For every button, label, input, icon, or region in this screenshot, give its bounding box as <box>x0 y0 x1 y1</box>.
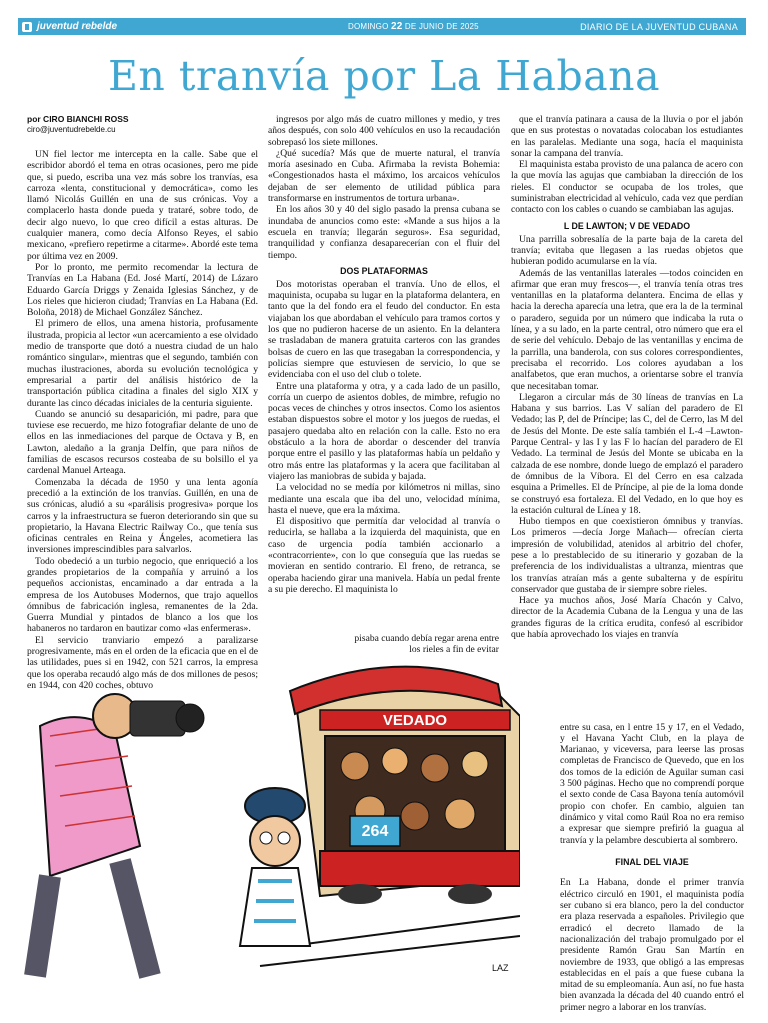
col3c-paragraph: entre su casa, en l entre 15 y 17, en el Vedado, y el Havana Yacht Club, en la playa de Marianao, y viceversa, para leerse las prosas completas de Francisco de Quevedo, que en los dos tomos de la edición de Aguilar suman casi 3 500 páginas. Hecho que no comprendí porque el sexto conde de Casa Bayona tenía automóvil propio con chofer. En cambio, alguien tan dinámico y vital como Raúl Roa no era remiso a expresar que siempre prefirió la guagua al tranvía y la pelambre descubierta al sombrero. <box>560 721 744 846</box>
col2b-paragraph: El dispositivo que permitía dar velocidad al tranvía o reducirla, se hallaba a la izquierda del maquinista, que en caso de urgencia podía también accionarlo a «contracorriente», con lo que conseguía que las ruedas se movieran en sentido contrario. El freno, de retranca, se operaba haciendo girar una manivela. Había un pedal frente a su pie derecho. El maquinista lo <box>268 516 500 595</box>
column-3-body <box>511 234 743 641</box>
tram-cartoon <box>20 646 520 979</box>
col1-paragraph: Cuando se anunció su desaparición, mi padre, para que tuviese ese recuerdo, me hizo fotografiar delante de uno de ellos en las inmediaciones del parque de Octava y B, en Lawton, aledaño a la granja Delfín, que para niños de familias de escasos recursos costeaba de su bolsillo el ya cardenal Manuel Arteaga. <box>27 408 258 477</box>
column-2 <box>268 114 500 595</box>
col1-paragraph: UN fiel lector me intercepta en la calle. Sabe que el escribidor abordó el tema en otras ocasiones, pero me pide que, si puedo, escriba una vez más sobre los tranvías, esa carroza «lenta, constitucional y democrática», como les llamó Nicolás Guillén en una de sus crónicas. Voy a complacerlo hasta donde pueda y trataré, sobre todo, de decir algo nuevo, lo que creo difícil a estas alturas. De cualquier manera, como decía Alfonso Reyes, el sabio mexicano, «prefiero repetirme a citarme». Abordé este tema por última vez en 2009. <box>27 149 258 262</box>
photographer-illustration <box>35 694 204 976</box>
col3b-paragraph: Llegaron a circular más de 30 líneas de tranvías en La Habana y sus barrios. Las V salían del paradero de El Vedado; las P, del de Príncipe; las C, del de Cerro, las M del de Jesús del Monte. De este salía también el L-4 –Lawton-Parque Central- y las I y las F lo hacían del paradero de El Vedado. La terminal de Jesús del Monte se ubicaba en la calzada de ese nombre, donde luego de emplazó el paradero de ómnibus de la Víbora. El del Cerro en esa calzada esquina a Primelles. El de Príncipe, al pie de la loma donde se construyó esa fortaleza. El del Vedado, en lo que hoy es la estación cultural de Línea y 18. <box>511 391 743 516</box>
article-title: En tranvía por La Habana <box>107 52 661 100</box>
column-2-body <box>268 279 500 595</box>
issue-date: DOMINGO 22 DE JUNIO DE 2025 <box>348 21 479 32</box>
column-1-body <box>27 149 258 691</box>
column-2-body-top <box>268 114 500 261</box>
col3b-paragraph: Hubo tiempos en que coexistieron ómnibus y tranvías. Los primeros —decía Jorge Mañach— ofrecían cierta impresión de volubilidad, atenidos al arbitrio del chofer, pese a lo prestablecido de su itinerario y gozaban de la preferencia de los individualistas a ultranza, mientras que los tranvías atraían más a gente subalterna y de espíritu conservador que gustaba de ir siempre sobre rieles. <box>511 516 743 595</box>
column-3 <box>511 114 743 640</box>
byline: por CIRO BIANCHI ROSS <box>27 114 129 124</box>
col2b-paragraph: La velocidad no se medía por kilómetros ni millas, sino mediante una escala que iba del uno, velocidad mínima, hasta el nueve, que era la máxima. <box>268 482 500 516</box>
subheading-plataformas: DOS PLATAFORMAS <box>340 265 428 276</box>
wrap-line-2: los rieles a fin de evitar <box>409 644 499 656</box>
col2a-paragraph: ¿Qué sucedía? Más que de muerte natural, el tranvía moría asesinado en Cuba. Afirmaba la revista Bohemia: «Congestionados hasta el máximo, los arcaicos vehículos dejaban de ser elemento de utilidad pública para transformarse en instrumentos de tortura urbana». <box>268 147 500 205</box>
section-logo: juventud rebelde <box>18 21 117 32</box>
header-bar <box>18 18 746 35</box>
wrap-line-1: pisaba cuando debía regar arena entre <box>354 633 499 644</box>
author-email[interactable]: ciro@juventudrebelde.cu <box>27 125 116 134</box>
jr-logo-icon <box>22 22 32 32</box>
subheading-final: FINAL DEL VIAJE <box>615 856 689 867</box>
column-3-wrap <box>560 712 744 1023</box>
col1-paragraph: Todo obedeció a un turbio negocio, que enriqueció a los grandes propietarios de la compañía y arruinó a los pequeños accionistas, encaminado a dar entrada a la empresa de los Autobuses Modernos, que trajo aquellos ómnibus de fabricación inglesa, remanentes de la 2da. Guerra Mundial y pintados de blanco a los que los habaneros no tardaron en bautizar como «las enfermeras». <box>27 555 258 635</box>
cartoonist-signature: LAZ <box>492 963 509 973</box>
col3a-paragraph: que el tranvía patinara a causa de la lluvia o por el jabón que en sus protestas o novatadas colocaban los estudiantes en las paralelas. Mediante una soga, hacía el maquinista sonar la campana del tranvía. <box>511 114 743 159</box>
col3b-paragraph: Además de las ventanillas laterales —todos coinciden en afirmar que eran muy frescos—, el tranvía tenía otras tres ventanillas en la plataforma delantera. Encima de ellas y hacia la derecha aparecía una letra, que era la de la terminal o paradero, seguida por un número que indicaba la ruta o línea, y a su lado, en la parte central, otro número que era el de serie del vehículo. Debajo de las ventanillas y encima de la parrilla, una banderola, con sus colores correspondientes, precisaba el recorrido. Los colores ayudaban a los analfabetos, que eran muchos, a orientarse sobre el tranvía que necesitaban tomar. <box>511 267 743 392</box>
col2a-paragraph: ingresos por algo más de cuatro millones y medio, y tres años después, con solo 400 vehículos en uso la recaudación sobrepasó los siete millones. <box>268 114 500 148</box>
col1-paragraph: Por lo pronto, me permito recomendar la lectura de Tranvías en La Habana (Ed. José Martí, 2014) de Lázaro Eduardo García Driggs y Zenaida Iglesias Sánchez, y de Los rieles que hicieron ciudad; Tranvías en La Habana (Ed. Boloña, 2018) de Michael González Sánchez. <box>27 261 258 319</box>
col2b-paragraph: Dos motoristas operaban el tranvía. Uno de ellos, el maquinista, ocupaba su lugar en la plataforma delantera, en tanto que la del fondo era el feudo del conductor. En esta viajaban los que abordaban el vehículo para tramos cortos y los que no pudieron hacerse de un asiento. En la delantera se trasladaban de manera gratuita carteros con las grandes bolsas de cuero en las que trasegaban la correspondencia, y policías siempre que estuviesen de servicio, lo que se evidenciaba con el uso del club o tolete. <box>268 278 500 381</box>
subheading-lawton: L DE LAWTON; V DE VEDADO <box>563 220 691 231</box>
tram-sign: VEDADO <box>382 712 448 729</box>
col2a-paragraph: En los años 30 y 40 del siglo pasado la prensa cubana se inundaba de anuncios como este: «Mande a sus hijos a la escuela en tranvía; llegarán seguros». Esa seguridad, tranquilidad y confianza desaparecerían con el fluir del tiempo. <box>268 204 500 261</box>
col3d-paragraph: En La Habana, donde el primer tranvía eléctrico circuló en 1901, el maquinista podía ser cubano si era blanco, pero la del conductor era plaza reservada a españoles. Privilegio que erradicó el decreto llamado de la nacionalización del trabajo promulgado por el presidente Ramón Grau San Martín en noviembre de 1933, que obligó a las empresas establecidas en el país a que fuese cubana la mitad de su empleomanía. Aun así, no fue hasta bien avanzada la década del 40 cuando entró el primer negro a laborar en los tranvías. <box>560 877 744 1013</box>
col1-paragraph: Comenzaba la década de 1950 y una lenta agonía precedió a la extinción de los tranvías. Guillén, en una de sus crónicas, aludió a su «parálisis progresiva» porque los carros y la infraestructura se fueron deteriorando sin que su propietario, la Havana Electric Railway Co., que tenía sus oficinas centrales en Reina y Ángeles, acometiera las inversiones imprescindibles para salvarlos. <box>27 476 258 556</box>
motorman-illustration <box>240 788 310 946</box>
col3b-paragraph: Hace ya muchos años, José María Chacón y Calvo, director de la Academia Cubana de la Lengua y una de las grandes figuras de la crítica erudita, confesó al escribidor que había aprovechado los viajes en tranvía <box>511 595 743 641</box>
col3b-paragraph: Una parrilla sobresalía de la parte baja de la careta del tranvía; evitaba que llegasen a las ruedas objetos que hubieran podido acumularse en la vía. <box>511 233 743 268</box>
col2b-paragraph: Entre una plataforma y otra, y a cada lado de un pasillo, corría un cuerpo de asientos dobles, de mimbre, refugio no pocas veces de chinches y otros insectos. Como los asientos estaban dispuestos sobre el motor y los juegos de ruedas, el pasajero quedaba alto en relación con la calle. Esto no era obstáculo a la hora de abordar o descender del tranvía porque entre el pasillo y las plataformas había un peldaño y otro más entre las plataformas y la acera que facilitaban al viajero las maniobras de subida y bajada. <box>268 380 500 482</box>
column-3-body-top <box>511 114 743 216</box>
column-1 <box>27 114 258 691</box>
publication-name: DIARIO DE LA JUVENTUD CUBANA <box>580 21 738 32</box>
col1-paragraph: El primero de ellos, una amena historia, profusamente ilustrada, propicia al lector «un acercamiento a ese olvidado medio de transporte que dotó a nuestra ciudad de un halo romántico singular», mientras que el segundo, también con muchas ilustraciones, aborda su evolución tecnológica y empresarial a partir del análisis histórico de la transportación pública citadina a finales del siglo XIX y durante las cinco décadas iniciales de la centuria siguiente. <box>27 318 258 409</box>
col3a-paragraph: El maquinista estaba provisto de una palanca de acero con la que movía las agujas que cambiaban la dirección de los rieles. El conductor se ocupaba de los troles, que suministraban electricidad al vehículo, cada vez que perdían contacto con los cables o cuando se cambiaban las agujas. <box>511 159 743 216</box>
col1-paragraph: El servicio tranviario empezó a paralizarse progresivamente, más en el orden de la eficacia que en el de las utilidades, pues si en 1942, con 521 carros, la empresa que los operaba recaudó algo más de dos millones de pesos; en 1944, con 420 coches, obtuvo <box>27 634 258 691</box>
tram-number: 264 <box>361 823 389 840</box>
